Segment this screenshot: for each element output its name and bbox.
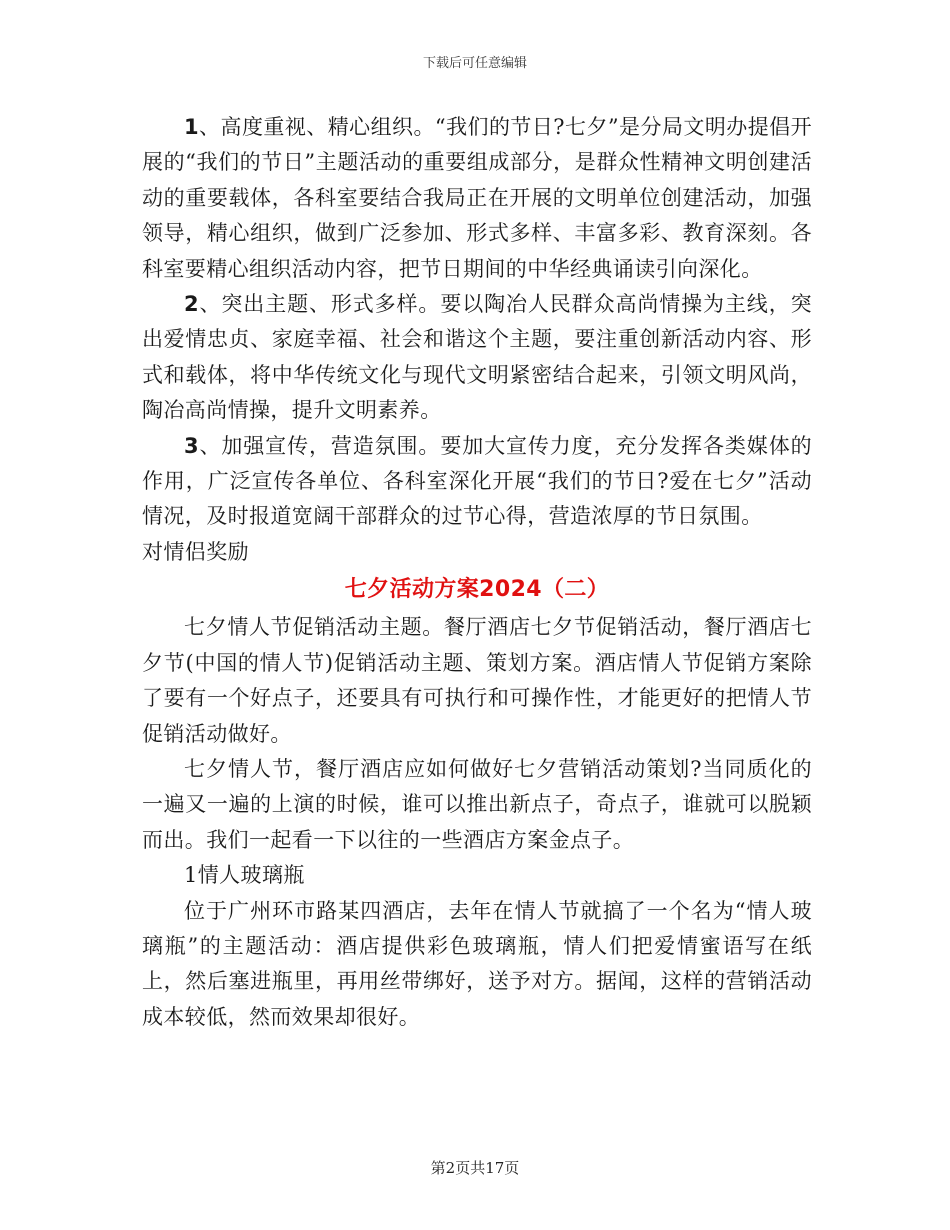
section-title: 七夕活动方案2024（二） (344, 577, 610, 603)
item-number: 1 (184, 115, 200, 139)
trailing-line: 对情侣奖励 (142, 539, 249, 564)
paragraph-item-2 (142, 287, 812, 429)
paragraph-text: 、突出主题、形式多样。要以陶冶人民群众高尚情操为主线，突出爱情忠贞、家庭幸福、社会和谐这个主题，要注重创新活动内容、形式和载体，将中华传统文化与现代文明紧密结合起来，引领文明风尚，陶冶高尚情操，提升文明素养。 (142, 292, 812, 423)
paragraph: 七夕情人节促销活动主题。餐厅酒店七夕节促销活动，餐厅酒店七夕节(中国的情人节)促销活动主题、策划方案。酒店情人节促销方案除了要有一个好点子，还要具有可执行和可操作性，才能更好的把情人节促销活动做好。 (142, 615, 812, 746)
item-number: 2 (184, 292, 200, 317)
subheading: 1情人玻璃瓶 (184, 863, 305, 888)
paragraph-text: 、加强宣传，营造氛围。要加大宣传力度，充分发挥各类媒体的作用，广泛宣传各单位、各科室深化开展“我们的节日?爱在七夕”活动情况，及时报道宽阔干部群众的过节心得，营造浓厚的节日氛围。 (142, 433, 812, 529)
paragraph: 七夕情人节，餐厅酒店应如何做好七夕营销活动策划?当同质化的一遍又一遍的上演的时候，谁可以推出新点子，奇点子，谁就可以脱颖而出。我们一起看一下以往的一些酒店方案金点子。 (142, 756, 812, 852)
paragraph-item-1 (142, 110, 812, 287)
page-footer: 第2页共17页 (430, 1159, 520, 1177)
document-body (142, 110, 812, 1035)
page-header: 下载后可任意编辑 (422, 56, 527, 71)
item-number: 3 (184, 433, 200, 458)
paragraph-item-3 (142, 429, 812, 535)
paragraph: 位于广州环市路某四酒店，去年在情人节就搞了一个名为“情人玻璃瓶”的主题活动：酒店提供彩色玻璃瓶，情人们把爱情蜜语写在纸上，然后塞进瓶里，再用丝带绑好，送予对方。据闻，这样的营销活动成本较低，然而效果却很好。 (142, 898, 812, 1029)
paragraph-text: 、高度重视、精心组织。“我们的节日?七夕”是分局文明办提倡开展的“我们的节日”主题活动的重要组成部分，是群众性精神文明创建活动的重要载体，各科室要结合我局正在开展的文明单位创建活动，加强领导，精心组织，做到广泛参加、形式多样、丰富多彩、教育深刻。各科室要精心组织活动内容，把节日期间的中华经典诵读引向深化。 (142, 115, 812, 281)
